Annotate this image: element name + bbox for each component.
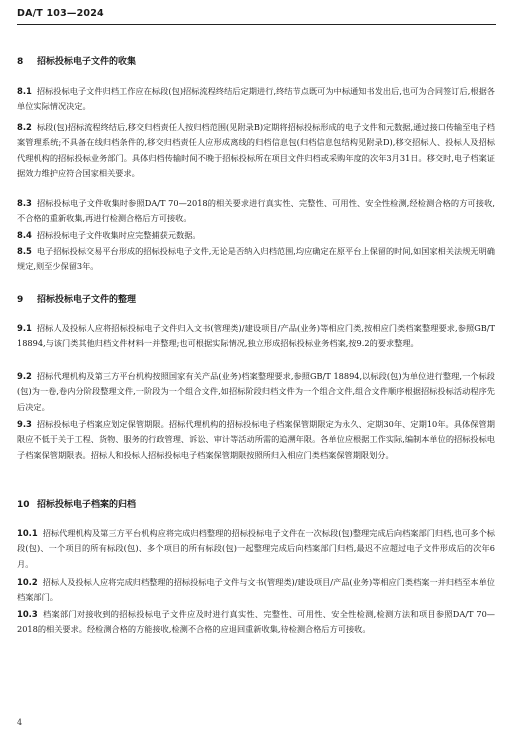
paragraph-8-3: [17, 196, 495, 227]
clause-text: 招标人及投标人应将完成归档整理的招标投标电子文件与文书(管理类)/建设项目/产品(业务)等相应门类档案一并归档至本单位档案部门。: [17, 577, 495, 603]
clause-text: 电子招标投标交易平台形成的招标投标电子文件,无论是否纳入归档范围,均应确定在原平台上保留的时间,如国家相关法规无明确规定,则至少保留3年。: [17, 246, 495, 272]
paragraph-10-2: [17, 575, 495, 606]
clause-number: 10.2: [17, 577, 38, 587]
section-8-title: [17, 54, 136, 67]
paragraph-9-2: [17, 369, 495, 415]
clause-text: 招标投标电子文件收集时应完整捕获元数据。: [36, 230, 201, 240]
paragraph-8-4: [17, 228, 495, 243]
paragraph-9-3: [17, 417, 495, 463]
section-9-title: [17, 292, 136, 305]
clause-number: 9.1: [17, 323, 32, 333]
paragraph-8-2: [17, 120, 495, 182]
clause-number: 8.2: [17, 122, 32, 132]
section-heading: 招标投标电子文件的整理: [37, 295, 137, 305]
clause-text: 招标代理机构及第三方平台机构应将完成归档整理的招标投标电子文件在一次标段(包)整理完成后向档案部门归档,也可多个标段(包)、一个项目的所有标段(包)、多个项目的所有标段(包)一起整理完成后向档案部门归档,最迟不应超过电子文件形成后的次年6月。: [17, 528, 495, 569]
clause-number: 8.3: [17, 198, 32, 208]
header-divider: [17, 24, 496, 25]
section-heading: 招标投标电子档案的归档: [37, 500, 137, 510]
page-number: 4: [17, 718, 23, 727]
paragraph-10-1: [17, 526, 495, 572]
clause-number: 10.3: [17, 609, 38, 619]
paragraph-9-1: [17, 321, 495, 352]
document-code-header: DA/T 103—2024: [17, 8, 104, 19]
clause-number: 10.1: [17, 528, 38, 538]
section-number: 10: [17, 500, 30, 510]
clause-number: 8.5: [17, 246, 32, 256]
clause-text: 招标投标电子档案应划定保管期限。招标代理机构的招标投标电子档案保管期限定为永久、定期30年、定期10年。具体保管期限应不低于关于工程、货物、服务的行政管理、诉讼、审计等活动所需的追溯年限。各单位应根据工作实际,编制本单位的招标投标电子档案保管期限表。招标人和投标人招标投标电子档案保管期限按照所归入相应门类档案保管期限划分。: [17, 419, 495, 460]
clause-text: 档案部门对接收到的招标投标电子文件应及时进行真实性、完整性、可用性、安全性检测,检测方法和项目参照DA/T 70—2018的相关要求。经检测合格的方能接收,检测不合格的应退回重新收集,待检测合格后方可接收。: [17, 609, 495, 635]
section-heading: 招标投标电子文件的收集: [37, 57, 137, 67]
paragraph-8-5: [17, 244, 495, 275]
section-10-title: [17, 497, 136, 510]
clause-text: 招标代理机构及第三方平台机构按照国家有关产品(业务)档案整理要求,参照GB/T 18894,以标段(包)为单位进行整理,一个标段(包)为一卷,卷内分阶段整理文件,一阶段为一个组合文件,如招标阶段归档文件为一个组合文件,组合文件顺序根据招标投标活动程序先后决定。: [17, 371, 495, 412]
clause-number: 9.3: [17, 419, 32, 429]
clause-number: 8.1: [17, 86, 32, 96]
clause-text: 招标人及投标人应将招标投标电子文件归入文书(管理类)/建设项目/产品(业务)等相应门类,按相应门类档案整理要求,参照GB/T 18894,与该门类其他归档文件材料一并整理;也可根据实际情况,独立形成招标投标业务档案,按9.2的要求整理。: [17, 323, 495, 349]
paragraph-8-1: [17, 84, 495, 115]
paragraph-10-3: [17, 607, 495, 638]
clause-text: 招标投标电子文件归档工作应在标段(包)招标流程终结后定期进行,终结节点既可为中标通知书发出后,也可为合同签订后,根据各单位实际情况决定。: [17, 86, 495, 112]
clause-text: 标段(包)招标流程终结后,移交归档责任人按归档范围(见附录B)定期将招标投标形成的电子文件和元数据,通过接口传输至电子档案管理系统;不具备在线归档条件的,移交归档责任人应形成离线的归档信息包(归档信息包结构见附录D),移交招标人、投标人及招标代理机构的招标投标业务部门。具体归档传输时间不晚于招标投标所在项目文件归档或采购年度的次年3月31日。移交时,电子档案证据效力维护应符合国家相关要求。: [17, 122, 495, 179]
section-number: 8: [17, 57, 24, 67]
clause-number: 9.2: [17, 371, 32, 381]
clause-number: 8.4: [17, 230, 32, 240]
clause-text: 招标投标电子文件收集时参照DA/T 70—2018的相关要求进行真实性、完整性、可用性、安全性检测,经检测合格的方可接收,不合格的重新收集,再进行检测合格后方可接收。: [17, 198, 495, 224]
section-number: 9: [17, 295, 24, 305]
